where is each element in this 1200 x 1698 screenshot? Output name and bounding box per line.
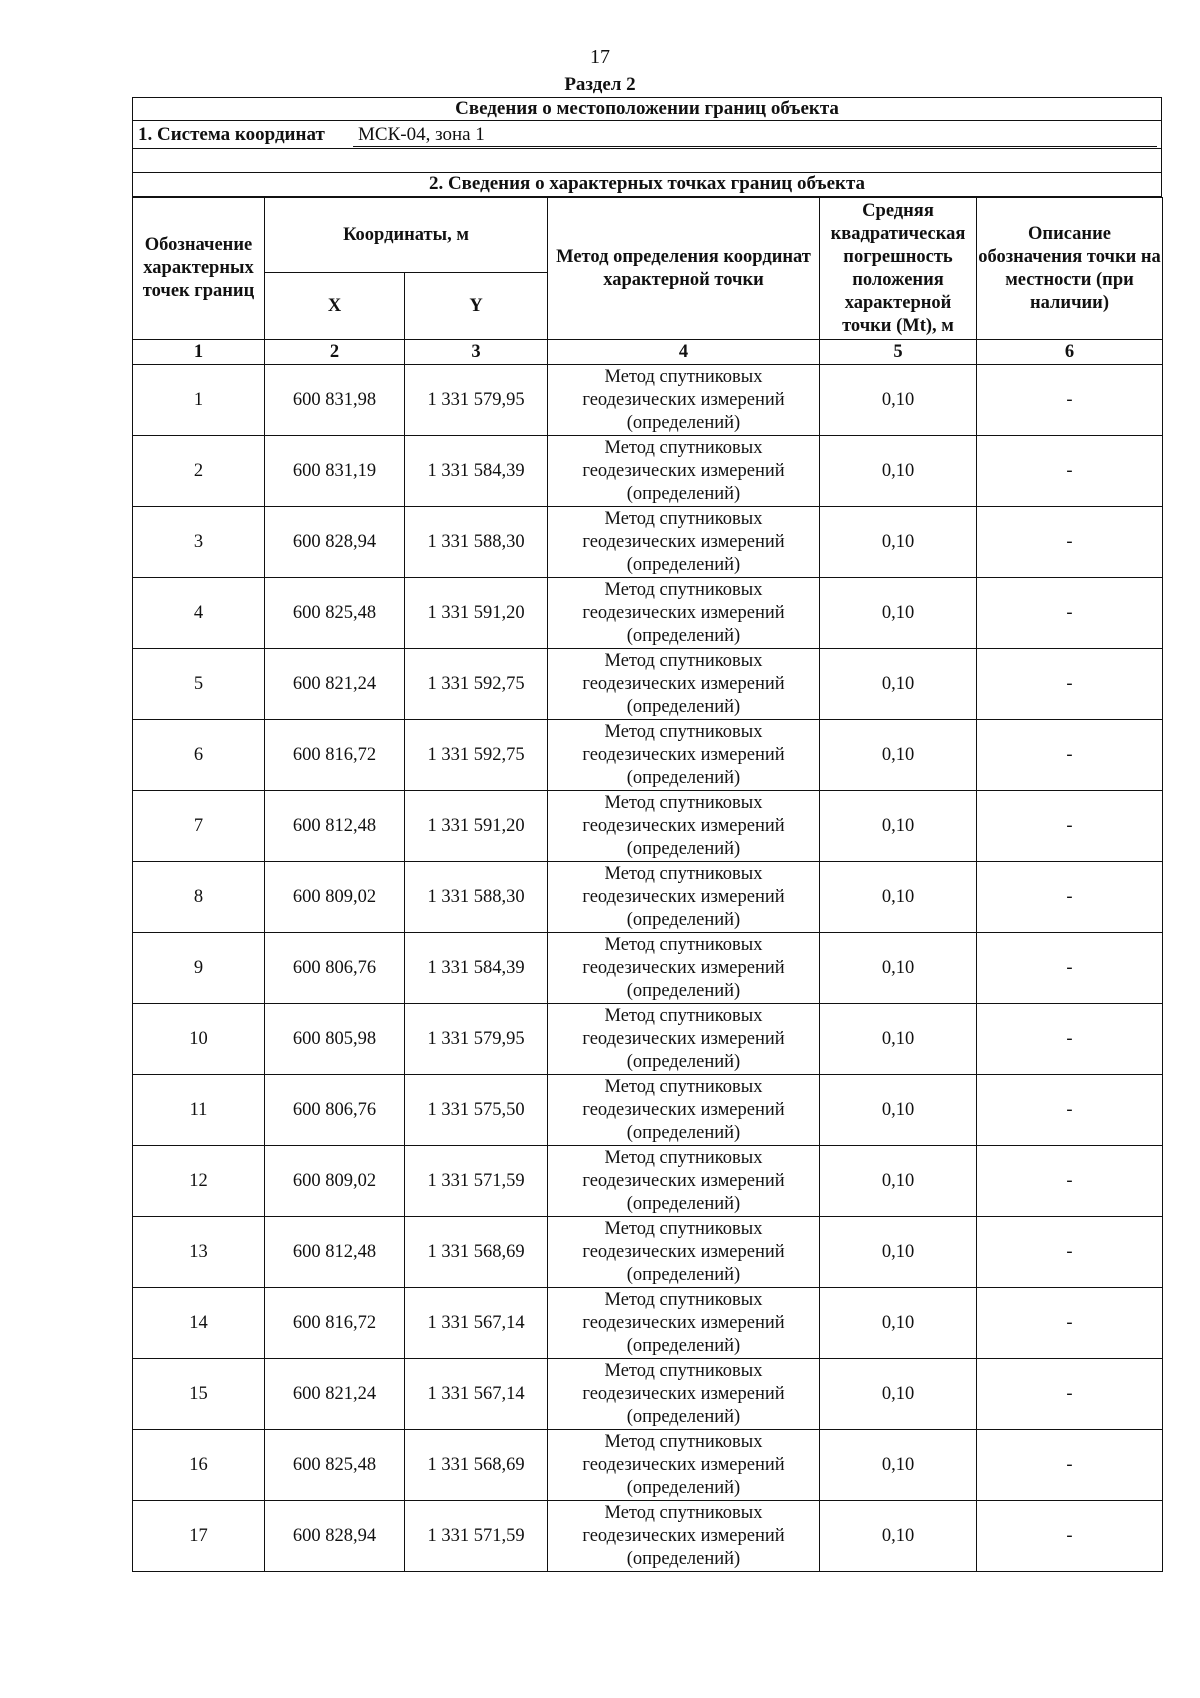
point-error: 0,10 [820, 1359, 977, 1430]
point-x: 600 831,19 [265, 436, 405, 507]
point-method: Метод спутниковых геодезических измерений (определений) [548, 1004, 820, 1075]
point-method: Метод спутниковых геодезических измерений (определений) [548, 507, 820, 578]
point-number: 17 [133, 1501, 265, 1572]
point-error: 0,10 [820, 507, 977, 578]
point-y: 1 331 591,20 [405, 578, 548, 649]
point-error: 0,10 [820, 1288, 977, 1359]
point-description: - [977, 862, 1163, 933]
point-method: Метод спутниковых геодезических измерений (определений) [548, 862, 820, 933]
table-row [133, 1430, 1163, 1501]
point-x: 600 831,98 [265, 365, 405, 436]
point-x: 600 821,24 [265, 1359, 405, 1430]
point-x: 600 812,48 [265, 791, 405, 862]
point-y: 1 331 567,14 [405, 1288, 548, 1359]
point-x: 600 809,02 [265, 1146, 405, 1217]
point-description: - [977, 1217, 1163, 1288]
column-number-row [133, 340, 1163, 365]
table-row [133, 365, 1163, 436]
point-description: - [977, 578, 1163, 649]
point-description: - [977, 507, 1163, 578]
point-error: 0,10 [820, 1004, 977, 1075]
table-row [133, 1075, 1163, 1146]
header-error: Средняя квадратическая погрешность положения характерной точки (Mt), м [820, 198, 977, 340]
point-description: - [977, 1075, 1163, 1146]
point-error: 0,10 [820, 365, 977, 436]
point-description: - [977, 791, 1163, 862]
column-number: 6 [977, 340, 1163, 365]
point-method: Метод спутниковых геодезических измерений (определений) [548, 1075, 820, 1146]
point-error: 0,10 [820, 791, 977, 862]
point-x: 600 816,72 [265, 720, 405, 791]
header-coordinates: Координаты, м [265, 198, 548, 273]
coordinate-system-underline [353, 146, 1157, 147]
point-y: 1 331 579,95 [405, 365, 548, 436]
table-row [133, 1146, 1163, 1217]
point-y: 1 331 568,69 [405, 1217, 548, 1288]
point-y: 1 331 568,69 [405, 1430, 548, 1501]
point-number: 15 [133, 1359, 265, 1430]
point-method: Метод спутниковых геодезических измерений (определений) [548, 578, 820, 649]
point-y: 1 331 571,59 [405, 1146, 548, 1217]
coordinate-system-row [132, 121, 1162, 149]
point-error: 0,10 [820, 720, 977, 791]
column-number: 5 [820, 340, 977, 365]
table-row [133, 1288, 1163, 1359]
location-block [132, 97, 1162, 1572]
point-y: 1 331 591,20 [405, 791, 548, 862]
point-x: 600 828,94 [265, 507, 405, 578]
point-method: Метод спутниковых геодезических измерений (определений) [548, 1359, 820, 1430]
header-description: Описание обозначения точки на местности (при наличии) [977, 198, 1163, 340]
coordinate-system-value: МСК-04, зона 1 [358, 124, 485, 145]
point-number: 3 [133, 507, 265, 578]
point-y: 1 331 592,75 [405, 649, 548, 720]
column-number: 4 [548, 340, 820, 365]
coordinate-system-label: 1. Система координат [138, 124, 325, 145]
point-y: 1 331 588,30 [405, 862, 548, 933]
point-description: - [977, 1004, 1163, 1075]
point-y: 1 331 567,14 [405, 1359, 548, 1430]
point-x: 600 809,02 [265, 862, 405, 933]
point-method: Метод спутниковых геодезических измерений (определений) [548, 1146, 820, 1217]
table-row [133, 862, 1163, 933]
point-description: - [977, 1501, 1163, 1572]
point-number: 5 [133, 649, 265, 720]
point-number: 14 [133, 1288, 265, 1359]
point-method: Метод спутниковых геодезических измерений (определений) [548, 720, 820, 791]
point-x: 600 806,76 [265, 933, 405, 1004]
point-method: Метод спутниковых геодезических измерений (определений) [548, 1501, 820, 1572]
point-x: 600 812,48 [265, 1217, 405, 1288]
point-method: Метод спутниковых геодезических измерений (определений) [548, 365, 820, 436]
point-error: 0,10 [820, 1146, 977, 1217]
point-y: 1 331 592,75 [405, 720, 548, 791]
point-x: 600 821,24 [265, 649, 405, 720]
page-number: 17 [590, 46, 610, 68]
table-row [133, 507, 1163, 578]
header-y: Y [405, 273, 548, 340]
point-number: 11 [133, 1075, 265, 1146]
point-description: - [977, 1288, 1163, 1359]
table-row [133, 578, 1163, 649]
point-error: 0,10 [820, 1501, 977, 1572]
point-y: 1 331 575,50 [405, 1075, 548, 1146]
table-row [133, 1501, 1163, 1572]
header-x: X [265, 273, 405, 340]
point-number: 2 [133, 436, 265, 507]
point-number: 9 [133, 933, 265, 1004]
point-error: 0,10 [820, 436, 977, 507]
empty-row [132, 149, 1162, 173]
point-description: - [977, 1430, 1163, 1501]
point-method: Метод спутниковых геодезических измерений (определений) [548, 1430, 820, 1501]
point-description: - [977, 1359, 1163, 1430]
point-number: 13 [133, 1217, 265, 1288]
point-error: 0,10 [820, 1217, 977, 1288]
point-x: 600 806,76 [265, 1075, 405, 1146]
table-row [133, 791, 1163, 862]
point-description: - [977, 365, 1163, 436]
point-error: 0,10 [820, 1430, 977, 1501]
column-number: 1 [133, 340, 265, 365]
point-error: 0,10 [820, 862, 977, 933]
point-y: 1 331 588,30 [405, 507, 548, 578]
point-number: 10 [133, 1004, 265, 1075]
header-designation: Обозначение характерных точек границ [133, 198, 265, 340]
point-x: 600 825,48 [265, 1430, 405, 1501]
point-number: 8 [133, 862, 265, 933]
point-method: Метод спутниковых геодезических измерений (определений) [548, 791, 820, 862]
point-number: 7 [133, 791, 265, 862]
block-title: Сведения о местоположении границ объекта [132, 97, 1162, 121]
point-y: 1 331 584,39 [405, 436, 548, 507]
point-x: 600 825,48 [265, 578, 405, 649]
point-number: 6 [133, 720, 265, 791]
point-number: 1 [133, 365, 265, 436]
table-row [133, 1359, 1163, 1430]
point-error: 0,10 [820, 933, 977, 1004]
point-error: 0,10 [820, 649, 977, 720]
point-number: 12 [133, 1146, 265, 1217]
points-title: 2. Сведения о характерных точках границ объекта [132, 173, 1162, 197]
table-row [133, 1004, 1163, 1075]
point-method: Метод спутниковых геодезических измерений (определений) [548, 1217, 820, 1288]
point-y: 1 331 579,95 [405, 1004, 548, 1075]
point-method: Метод спутниковых геодезических измерений (определений) [548, 933, 820, 1004]
table-row [133, 933, 1163, 1004]
point-description: - [977, 649, 1163, 720]
header-method: Метод определения координат характерной точки [548, 198, 820, 340]
point-error: 0,10 [820, 578, 977, 649]
point-y: 1 331 571,59 [405, 1501, 548, 1572]
point-method: Метод спутниковых геодезических измерений (определений) [548, 649, 820, 720]
point-method: Метод спутниковых геодезических измерений (определений) [548, 1288, 820, 1359]
point-description: - [977, 933, 1163, 1004]
point-x: 600 805,98 [265, 1004, 405, 1075]
table-row [133, 720, 1163, 791]
points-table-body [133, 365, 1163, 1572]
points-table [132, 197, 1163, 1572]
column-number: 2 [265, 340, 405, 365]
table-row [133, 436, 1163, 507]
point-error: 0,10 [820, 1075, 977, 1146]
column-number: 3 [405, 340, 548, 365]
section-title: Раздел 2 [564, 74, 636, 95]
point-number: 4 [133, 578, 265, 649]
point-description: - [977, 1146, 1163, 1217]
table-row [133, 1217, 1163, 1288]
point-description: - [977, 436, 1163, 507]
point-x: 600 828,94 [265, 1501, 405, 1572]
point-description: - [977, 720, 1163, 791]
point-method: Метод спутниковых геодезических измерений (определений) [548, 436, 820, 507]
point-y: 1 331 584,39 [405, 933, 548, 1004]
table-row [133, 649, 1163, 720]
point-x: 600 816,72 [265, 1288, 405, 1359]
point-number: 16 [133, 1430, 265, 1501]
